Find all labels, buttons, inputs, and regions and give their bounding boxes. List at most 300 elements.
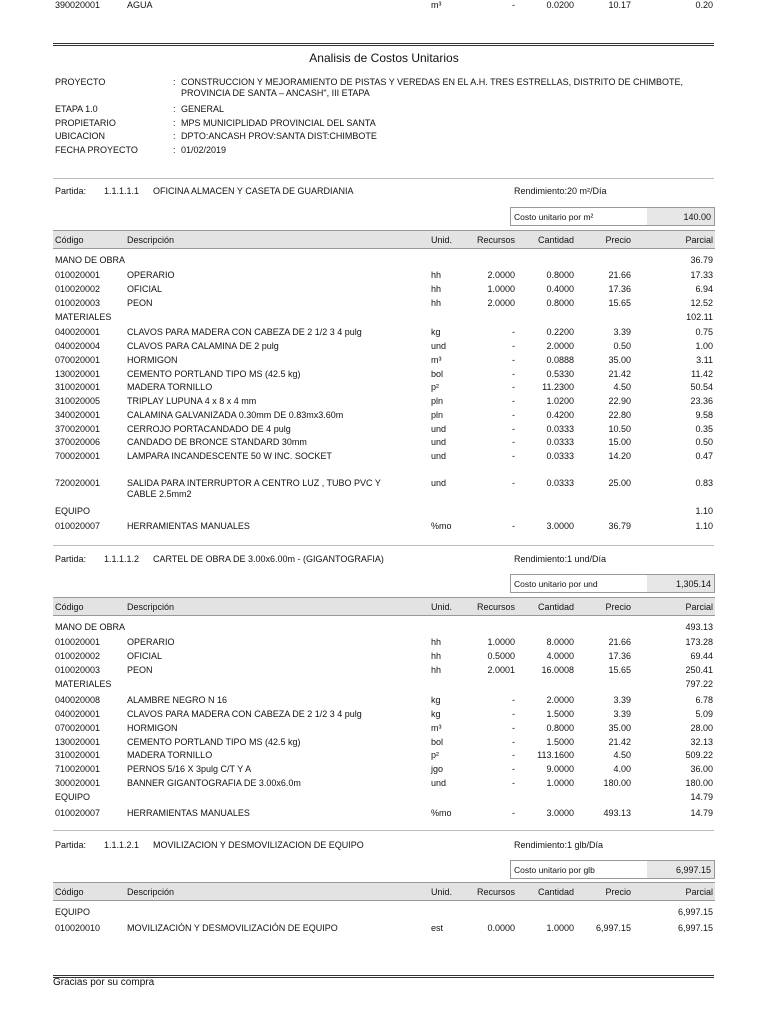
cell-description: CEMENTO PORTLAND TIPO MS (42.5 kg) — [127, 737, 301, 747]
table-row — [53, 665, 715, 677]
cell-quantity: 0.8000 — [546, 723, 574, 733]
column-header-parc: Parcial — [685, 235, 713, 245]
cell-quantity: 113.1600 — [537, 750, 574, 760]
cell-price: 3.39 — [613, 709, 631, 719]
cell-resources: - — [512, 695, 515, 705]
top-double-rule — [53, 43, 714, 46]
cell-code: 130020001 — [55, 737, 101, 747]
table-header — [53, 230, 715, 249]
cell-description: OFICIAL — [127, 284, 163, 294]
partida-code: 1.1.1.1.2 — [104, 554, 140, 564]
column-header-prec: Precio — [605, 235, 631, 245]
group-name: EQUIPO — [55, 506, 91, 516]
header-label: FECHA PROYECTO — [55, 145, 138, 155]
cell-quantity: 0.8000 — [546, 270, 574, 280]
cell-resources: 2.0001 — [487, 665, 515, 675]
cell-unit: hh — [431, 651, 442, 661]
cell-quantity: 1.0000 — [546, 778, 574, 788]
table-row — [53, 437, 715, 449]
cell-code: 040020001 — [55, 709, 101, 719]
group-name: MANO DE OBRA — [55, 255, 126, 265]
cell-code: 040020008 — [55, 695, 101, 705]
cell-resources: - — [512, 764, 515, 774]
group-total: 102.11 — [686, 312, 713, 322]
cell-quantity: 0.8000 — [546, 298, 574, 308]
partida-name: MOVILIZACION Y DESMOVILIZACION DE EQUIPO — [153, 840, 364, 850]
cell-price: 10.17 — [608, 0, 631, 10]
header-label: ETAPA 1.0 — [55, 104, 98, 114]
cell-code: 040020001 — [55, 327, 101, 337]
cell-resources: - — [512, 0, 515, 10]
cell-resources: - — [512, 750, 515, 760]
cell-description: ALAMBRE NEGRO N 16 — [127, 695, 228, 705]
cell-code: 310020001 — [55, 750, 101, 760]
table-row — [53, 723, 715, 735]
cell-unit: und — [431, 424, 447, 434]
cell-resources: - — [512, 709, 515, 719]
column-header-desc: Descripción — [127, 602, 175, 612]
partida-label: Partida: — [55, 840, 87, 850]
cell-description: AGUA — [127, 0, 153, 10]
cell-unit: m³ — [431, 723, 442, 733]
cell-description: OPERARIO — [127, 637, 175, 647]
cell-quantity: 0.0333 — [546, 437, 574, 447]
group-total: 797.22 — [685, 679, 713, 689]
table-header — [53, 882, 715, 901]
cell-code: 010020003 — [55, 298, 101, 308]
cell-price: 22.80 — [608, 410, 631, 420]
cell-description: MADERA TORNILLO — [127, 382, 213, 392]
cell-quantity: 1.5000 — [546, 709, 574, 719]
column-header-unid: Unid. — [431, 235, 453, 245]
cell-partial: 0.50 — [695, 437, 713, 447]
cell-code: 370020001 — [55, 424, 101, 434]
header-label: UBICACION — [55, 131, 106, 141]
cell-resources: - — [512, 410, 515, 420]
group-row — [53, 255, 715, 267]
cell-partial: 6.94 — [695, 284, 713, 294]
cell-code: 010020007 — [55, 808, 101, 818]
group-total: 14.79 — [690, 792, 713, 802]
cell-quantity: 0.0888 — [546, 355, 574, 365]
cell-unit: kg — [431, 695, 441, 705]
cell-resources: - — [512, 369, 515, 379]
column-header-rec: Recursos — [476, 887, 515, 897]
partida-code: 1.1.1.1.1 — [104, 186, 140, 196]
cell-unit: und — [431, 341, 447, 351]
cell-code: 070020001 — [55, 723, 101, 733]
column-header-rec: Recursos — [476, 602, 515, 612]
cell-price: 35.00 — [608, 355, 631, 365]
cell-code: 130020001 — [55, 369, 101, 379]
group-name: EQUIPO — [55, 792, 91, 802]
unit-cost-value: 1,305.14 — [647, 575, 714, 592]
cell-quantity: 1.0200 — [546, 396, 574, 406]
cell-price: 4.00 — [613, 764, 631, 774]
table-row — [53, 764, 715, 776]
partida-separator — [53, 178, 714, 179]
cell-partial: 509.22 — [685, 750, 713, 760]
cell-description: PEON — [127, 298, 153, 308]
column-header-unid: Unid. — [431, 602, 453, 612]
table-row — [53, 451, 715, 463]
cell-code: 340020001 — [55, 410, 101, 420]
cell-resources: - — [512, 521, 515, 531]
table-row — [53, 341, 715, 353]
cell-code: 040020004 — [55, 341, 101, 351]
cell-unit: hh — [431, 637, 442, 647]
table-row — [53, 298, 715, 310]
column-header-code: Código — [55, 602, 84, 612]
table-row — [53, 737, 715, 749]
cell-quantity: 0.0333 — [546, 478, 574, 488]
cell-resources: - — [512, 451, 515, 461]
cell-quantity: 2.0000 — [546, 341, 574, 351]
partida-label: Partida: — [55, 554, 87, 564]
cell-partial: 12.52 — [690, 298, 713, 308]
cell-resources: - — [512, 396, 515, 406]
cell-unit: bol — [431, 737, 444, 747]
cell-unit: m³ — [431, 355, 442, 365]
cell-price: 15.65 — [608, 665, 631, 675]
cell-description: OPERARIO — [127, 270, 175, 280]
header-value: MPS MUNICIPLIDAD PROVINCIAL DEL SANTA — [181, 118, 376, 128]
group-total: 6,997.15 — [677, 907, 713, 917]
partida-separator — [53, 545, 714, 546]
unit-cost-box — [510, 860, 715, 879]
header-value: 01/02/2019 — [181, 145, 227, 155]
partida-name: CARTEL DE OBRA DE 3.00x6.00m - (GIGANTOGRAFIA) — [153, 554, 384, 564]
cell-description: LAMPARA INCANDESCENTE 50 W INC. SOCKET — [127, 451, 332, 461]
cell-resources: - — [512, 737, 515, 747]
cell-code: 010020010 — [55, 923, 101, 933]
cell-quantity: 4.0000 — [546, 651, 574, 661]
cell-unit: p² — [431, 750, 440, 760]
table-row — [53, 651, 715, 663]
cell-quantity: 11.2300 — [542, 382, 574, 392]
cell-quantity: 1.0000 — [546, 923, 574, 933]
cell-partial: 6,997.15 — [677, 923, 713, 933]
unit-cost-value: 6,997.15 — [647, 861, 714, 878]
cell-price: 25.00 — [608, 478, 631, 488]
cell-partial: 1.00 — [695, 341, 713, 351]
cell-resources: - — [512, 808, 515, 818]
cell-code: 390020001 — [55, 0, 101, 10]
group-name: MANO DE OBRA — [55, 622, 126, 632]
cell-price: 493.13 — [603, 808, 631, 818]
cell-quantity: 0.0333 — [546, 451, 574, 461]
table-row — [53, 923, 715, 935]
cell-description: MADERA TORNILLO — [127, 750, 213, 760]
cell-resources: - — [512, 355, 515, 365]
cell-unit: m³ — [431, 0, 442, 10]
table-header — [53, 597, 715, 616]
partida-name: OFICINA ALMACEN Y CASETA DE GUARDIANIA — [153, 186, 354, 196]
column-header-parc: Parcial — [685, 602, 713, 612]
cell-description: HERRAMIENTAS MANUALES — [127, 521, 250, 531]
cell-partial: 23.36 — [690, 396, 713, 406]
partida-header — [55, 554, 715, 566]
cell-resources: - — [512, 478, 515, 488]
cell-partial: 32.13 — [690, 737, 713, 747]
column-header-desc: Descripción — [127, 887, 175, 897]
cell-partial: 36.00 — [690, 764, 713, 774]
cell-resources: 1.0000 — [487, 637, 515, 647]
cell-partial: 0.83 — [695, 478, 713, 488]
cell-partial: 5.09 — [695, 709, 713, 719]
group-total: 493.13 — [685, 622, 713, 632]
cell-resources: - — [512, 424, 515, 434]
cell-unit: und — [431, 778, 447, 788]
cell-price: 3.39 — [613, 695, 631, 705]
cell-code: 010020002 — [55, 651, 101, 661]
table-row — [53, 382, 715, 394]
cell-quantity: 0.5330 — [546, 369, 574, 379]
cell-resources: 2.0000 — [487, 270, 515, 280]
cell-code: 070020001 — [55, 355, 101, 365]
cell-price: 6,997.15 — [595, 923, 631, 933]
cell-code: 710020001 — [55, 764, 101, 774]
cell-quantity: 0.2200 — [546, 327, 574, 337]
table-row — [53, 369, 715, 381]
cell-price: 17.36 — [608, 284, 631, 294]
column-header-desc: Descripción — [127, 235, 175, 245]
partida-rendimiento: Rendimiento:1 und/Día — [514, 554, 607, 564]
table-row — [53, 327, 715, 339]
cell-unit: und — [431, 478, 447, 488]
cell-price: 22.90 — [608, 396, 631, 406]
cell-quantity: 8.0000 — [546, 637, 574, 647]
cell-partial: 0.47 — [695, 451, 713, 461]
column-header-code: Código — [55, 235, 84, 245]
column-header-cant: Cantidad — [537, 887, 574, 897]
cell-price: 21.42 — [608, 737, 631, 747]
table-row — [53, 424, 715, 436]
cell-unit: est — [431, 923, 444, 933]
cell-resources: - — [512, 341, 515, 351]
cell-quantity: 0.4000 — [546, 284, 574, 294]
partida-header — [55, 186, 715, 198]
cell-resources: 0.0000 — [487, 923, 515, 933]
cell-unit: hh — [431, 665, 442, 675]
cell-unit: hh — [431, 284, 442, 294]
group-row — [53, 792, 715, 804]
cell-partial: 0.75 — [695, 327, 713, 337]
group-row — [53, 907, 715, 919]
cell-resources: - — [512, 723, 515, 733]
cell-quantity: 0.0333 — [546, 424, 574, 434]
table-row — [53, 521, 715, 533]
table-row — [53, 396, 715, 408]
unit-cost-label: Costo unitario por glb — [514, 864, 595, 875]
cell-resources: 1.0000 — [487, 284, 515, 294]
cell-unit: und — [431, 451, 447, 461]
cell-description: BANNER GIGANTOGRAFIA DE 3.00x6.0m — [127, 778, 301, 788]
column-header-unid: Unid. — [431, 887, 453, 897]
cell-partial: 11.42 — [691, 369, 713, 379]
cell-description: TRIPLAY LUPUNA 4 x 8 x 4 mm — [127, 396, 257, 406]
cell-price: 21.42 — [608, 369, 631, 379]
cell-description: MOVILIZACIÓN Y DESMOVILIZACIÓN DE EQUIPO — [127, 923, 338, 933]
header-row — [55, 145, 701, 156]
cell-description: OFICIAL — [127, 651, 163, 661]
table-row — [53, 750, 715, 762]
cell-quantity: 9.0000 — [546, 764, 574, 774]
table-row — [53, 270, 715, 282]
cell-price: 4.50 — [613, 382, 631, 392]
partida-separator — [53, 830, 714, 831]
unit-cost-label: Costo unitario por m² — [514, 211, 594, 222]
cell-description: SALIDA PARA INTERRUPTOR A CENTRO LUZ , TUBO PVC Y CABLE 2.5mm2 — [127, 478, 381, 499]
cell-price: 17.36 — [608, 651, 631, 661]
header-colon: : — [173, 118, 176, 128]
header-value: GENERAL — [181, 104, 225, 114]
table-row — [53, 478, 715, 499]
cell-partial: 3.11 — [696, 355, 713, 365]
group-name: MATERIALES — [55, 679, 112, 689]
cell-unit: p² — [431, 382, 440, 392]
cell-partial: 1.10 — [695, 521, 713, 531]
header-row — [55, 77, 701, 99]
column-header-code: Código — [55, 887, 84, 897]
cell-resources: - — [512, 778, 515, 788]
partida-rendimiento: Rendimiento:1 glb/Día — [514, 840, 604, 850]
cell-description: CERROJO PORTACANDADO DE 4 pulg — [127, 424, 291, 434]
footer-text: Gracias por su compra — [53, 977, 155, 988]
cell-description: HORMIGON — [127, 355, 178, 365]
cell-resources: 0.5000 — [487, 651, 515, 661]
header-label: PROPIETARIO — [55, 118, 116, 128]
unit-cost-box — [510, 207, 715, 226]
cell-unit: jgo — [431, 764, 444, 774]
cell-unit: %mo — [431, 808, 452, 818]
cell-description: PERNOS 5/16 X 3pulg C/T Y A — [127, 764, 252, 774]
cell-price: 14.20 — [608, 451, 631, 461]
page-title: Analisis de Costos Unitarios — [309, 51, 459, 65]
cell-code: 300020001 — [55, 778, 101, 788]
column-header-cant: Cantidad — [537, 235, 574, 245]
cell-description: CEMENTO PORTLAND TIPO MS (42.5 kg) — [127, 369, 301, 379]
cell-code: 010020002 — [55, 284, 101, 294]
cell-partial: 9.58 — [695, 410, 713, 420]
column-header-prec: Precio — [605, 887, 631, 897]
cell-resources: - — [512, 437, 515, 447]
header-colon: : — [173, 77, 176, 87]
cell-quantity: 0.0200 — [546, 0, 574, 10]
group-name: EQUIPO — [55, 907, 91, 917]
table-row — [53, 284, 715, 296]
header-row — [55, 131, 701, 142]
unit-cost-box — [510, 574, 715, 593]
unit-cost-label: Costo unitario por und — [514, 578, 598, 589]
table-row — [53, 410, 715, 422]
cell-unit: hh — [431, 270, 442, 280]
cell-price: 10.50 — [608, 424, 631, 434]
cell-description: CLAVOS PARA MADERA CON CABEZA DE 2 1/2 3 4 pulg — [127, 709, 362, 719]
unit-cost-value: 140.00 — [647, 208, 714, 225]
cell-partial: 0.35 — [695, 424, 713, 434]
cell-quantity: 16.0008 — [541, 665, 574, 675]
cell-quantity: 3.0000 — [546, 808, 574, 818]
cell-unit: kg — [431, 709, 441, 719]
cell-resources: - — [512, 327, 515, 337]
header-colon: : — [173, 104, 176, 114]
cell-partial: 173.28 — [685, 637, 713, 647]
cell-partial: 50.54 — [690, 382, 713, 392]
cell-unit: bol — [431, 369, 444, 379]
cell-price: 21.66 — [608, 270, 631, 280]
cell-quantity: 2.0000 — [546, 695, 574, 705]
group-row — [53, 622, 715, 634]
header-value: DPTO:ANCASH PROV:SANTA DIST:CHIMBOTE — [181, 131, 377, 141]
table-row — [53, 695, 715, 707]
partida-label: Partida: — [55, 186, 87, 196]
column-header-rec: Recursos — [476, 235, 515, 245]
group-row — [53, 312, 715, 324]
cell-description: CLAVOS PARA CALAMINA DE 2 pulg — [127, 341, 279, 351]
cell-code: 010020003 — [55, 665, 101, 675]
column-header-cant: Cantidad — [537, 602, 574, 612]
column-header-parc: Parcial — [685, 887, 713, 897]
cell-price: 36.79 — [608, 521, 631, 531]
partida-header — [55, 840, 715, 852]
header-colon: : — [173, 145, 176, 155]
cell-unit: %mo — [431, 521, 452, 531]
cell-partial: 69.44 — [690, 651, 713, 661]
table-row — [53, 808, 715, 820]
cell-quantity: 1.5000 — [546, 737, 574, 747]
cell-partial: 17.33 — [690, 270, 713, 280]
cell-code: 370020006 — [55, 437, 101, 447]
cell-description: PEON — [127, 665, 153, 675]
cell-code: 310020001 — [55, 382, 101, 392]
header-value: CONSTRUCCION Y MEJORAMIENTO DE PISTAS Y VEREDAS EN EL A.H. TRES ESTRELLAS, DISTRITO DE CHIMBOTE, PROVINCIA DE SANTA – ANCASH", III ETAPA — [181, 77, 683, 98]
cell-code: 720020001 — [55, 478, 101, 488]
cell-partial: 0.20 — [695, 0, 713, 10]
column-header-prec: Precio — [605, 602, 631, 612]
cell-price: 180.00 — [603, 778, 631, 788]
cell-resources: 2.0000 — [487, 298, 515, 308]
table-row — [53, 778, 715, 790]
partida-rendimiento: Rendimiento:20 m²/Día — [514, 186, 607, 196]
cell-price: 15.65 — [608, 298, 631, 308]
partida-code: 1.1.1.2.1 — [104, 840, 140, 850]
cell-resources: - — [512, 382, 515, 392]
group-row — [53, 679, 715, 691]
cell-unit: hh — [431, 298, 442, 308]
cell-partial: 28.00 — [690, 723, 713, 733]
header-label: PROYECTO — [55, 77, 106, 87]
cell-description: HORMIGON — [127, 723, 178, 733]
cell-price: 3.39 — [613, 327, 631, 337]
cell-description: CANDADO DE BRONCE STANDARD 30mm — [127, 437, 307, 447]
cell-code: 010020007 — [55, 521, 101, 531]
group-total: 1.10 — [695, 506, 713, 516]
table-row — [53, 0, 715, 12]
cell-code: 010020001 — [55, 637, 101, 647]
cell-unit: pln — [431, 396, 444, 406]
cell-description: CLAVOS PARA MADERA CON CABEZA DE 2 1/2 3 4 pulg — [127, 327, 362, 337]
cell-code: 700020001 — [55, 451, 101, 461]
cell-unit: pln — [431, 410, 444, 420]
cell-price: 21.66 — [608, 637, 631, 647]
cell-unit: kg — [431, 327, 441, 337]
table-row — [53, 709, 715, 721]
cell-price: 4.50 — [613, 750, 631, 760]
cell-partial: 6.78 — [695, 695, 713, 705]
cell-partial: 14.79 — [690, 808, 713, 818]
cell-code: 310020005 — [55, 396, 101, 406]
